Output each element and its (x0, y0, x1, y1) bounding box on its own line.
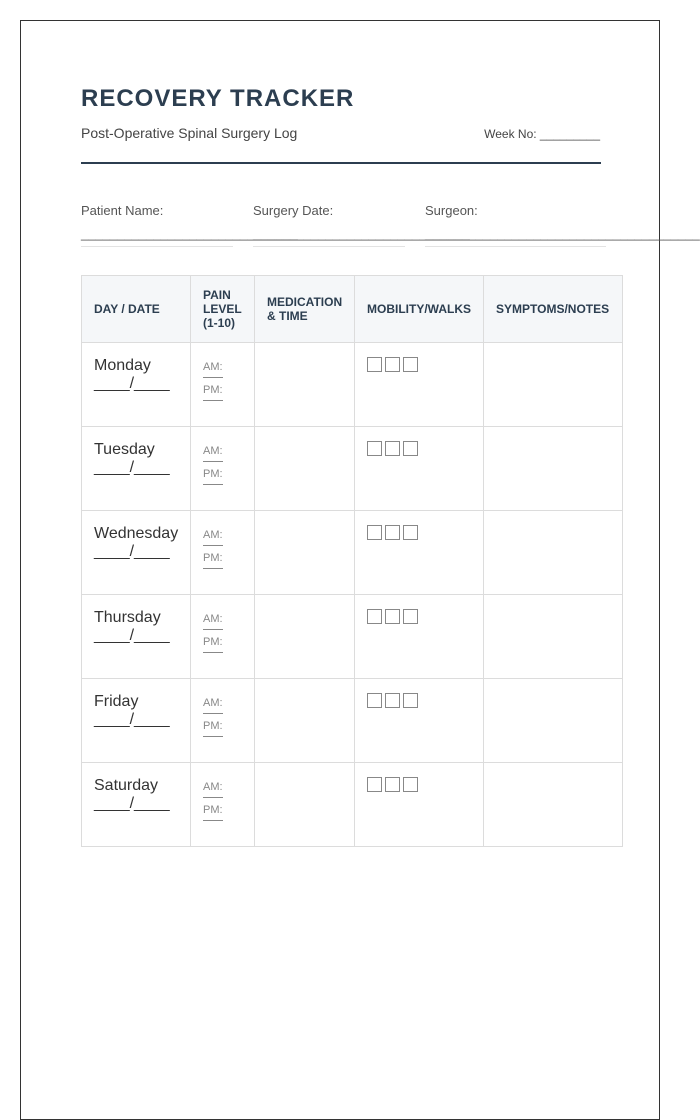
table-header-row (82, 276, 623, 343)
col-header-symptoms: SYMPTOMS/NOTES (484, 276, 623, 343)
date-blank[interactable]: ____/____ (94, 627, 170, 644)
mobility-cell (355, 763, 484, 847)
walk-checkbox[interactable] (367, 609, 382, 624)
symptoms-notes-cell[interactable] (484, 595, 623, 679)
am-pain-blank[interactable] (203, 625, 223, 630)
medication-cell[interactable] (255, 511, 355, 595)
am-pain-blank[interactable] (203, 373, 223, 378)
date-blank[interactable]: ____/____ (94, 375, 170, 392)
surgeon-blank[interactable]: ______________________________________ (425, 226, 700, 241)
am-label: AM: (203, 445, 223, 457)
pm-pain-blank[interactable] (203, 564, 223, 569)
day-date-cell[interactable] (82, 427, 191, 511)
week-number-field[interactable] (484, 127, 600, 141)
day-name: Thursday (94, 609, 161, 626)
am-label: AM: (203, 781, 223, 793)
walk-checkbox[interactable] (385, 777, 400, 792)
am-pain-blank[interactable] (203, 457, 223, 462)
pm-pain-blank[interactable] (203, 396, 223, 401)
walk-checkbox[interactable] (385, 441, 400, 456)
field-underline (253, 246, 405, 247)
mobility-cell (355, 343, 484, 427)
pm-label: PM: (203, 552, 223, 564)
field-underline (81, 246, 233, 247)
am-label: AM: (203, 361, 223, 373)
date-blank[interactable]: ____/____ (94, 459, 170, 476)
date-blank[interactable]: ____/____ (94, 543, 170, 560)
pain-level-cell[interactable] (191, 679, 255, 763)
walk-checkbox[interactable] (403, 525, 418, 540)
walk-checkbox[interactable] (403, 357, 418, 372)
pm-label: PM: (203, 384, 223, 396)
am-label: AM: (203, 697, 223, 709)
day-date-cell[interactable] (82, 511, 191, 595)
week-blank[interactable]: _________ (539, 127, 600, 141)
walk-checkbox[interactable] (367, 693, 382, 708)
pm-pain-blank[interactable] (203, 648, 223, 653)
col-header-day-date: DAY / DATE (82, 276, 191, 343)
date-blank[interactable]: ____/____ (94, 795, 170, 812)
day-date-cell[interactable] (82, 595, 191, 679)
recovery-log-table (81, 275, 623, 847)
walk-checkbox[interactable] (367, 441, 382, 456)
pm-pain-blank[interactable] (203, 480, 223, 485)
walk-checkbox[interactable] (385, 525, 400, 540)
day-name: Wednesday (94, 525, 179, 542)
medication-cell[interactable] (255, 427, 355, 511)
pm-pain-blank[interactable] (203, 816, 223, 821)
patient-name-label: Patient Name: (81, 203, 164, 218)
walk-checkbox[interactable] (403, 441, 418, 456)
walk-checkbox[interactable] (367, 777, 382, 792)
pm-pain-blank[interactable] (203, 732, 223, 737)
medication-cell[interactable] (255, 763, 355, 847)
day-date-cell[interactable] (82, 763, 191, 847)
week-label: Week No: (484, 127, 537, 141)
header-divider (81, 162, 601, 164)
pain-level-cell[interactable] (191, 763, 255, 847)
walk-checkbox[interactable] (385, 357, 400, 372)
pain-level-cell[interactable] (191, 595, 255, 679)
patient-name-blank[interactable]: ______________________________ (81, 226, 298, 241)
pm-label: PM: (203, 636, 223, 648)
table-row (82, 427, 623, 511)
page-subtitle: Post-Operative Spinal Surgery Log (81, 125, 298, 141)
medication-cell[interactable] (255, 595, 355, 679)
date-blank[interactable]: ____/____ (94, 711, 170, 728)
surgeon-field[interactable] (425, 203, 700, 247)
page-title: RECOVERY TRACKER (81, 85, 355, 112)
walk-checkbox[interactable] (367, 357, 382, 372)
symptoms-notes-cell[interactable] (484, 763, 623, 847)
table-row (82, 595, 623, 679)
medication-cell[interactable] (255, 679, 355, 763)
symptoms-notes-cell[interactable] (484, 343, 623, 427)
mobility-cell (355, 679, 484, 763)
table-row (82, 343, 623, 427)
day-date-cell[interactable] (82, 343, 191, 427)
symptoms-notes-cell[interactable] (484, 427, 623, 511)
field-underline (425, 246, 606, 247)
am-pain-blank[interactable] (203, 709, 223, 714)
col-header-pain-level: PAIN LEVEL (1-10) (191, 276, 255, 343)
pm-label: PM: (203, 468, 223, 480)
tracker-page (20, 20, 700, 1120)
table-row (82, 763, 623, 847)
day-name: Tuesday (94, 441, 155, 458)
day-name: Saturday (94, 777, 159, 794)
walk-checkbox[interactable] (403, 609, 418, 624)
day-name: Monday (94, 357, 151, 374)
surgery-date-label: Surgery Date: (253, 203, 334, 218)
day-date-cell[interactable] (82, 679, 191, 763)
pain-level-cell[interactable] (191, 427, 255, 511)
symptoms-notes-cell[interactable] (484, 511, 623, 595)
pain-level-cell[interactable] (191, 511, 255, 595)
am-pain-blank[interactable] (203, 541, 223, 546)
day-name: Friday (94, 693, 139, 710)
walk-checkbox[interactable] (385, 609, 400, 624)
col-header-medication: MEDICATION & TIME (255, 276, 355, 343)
am-pain-blank[interactable] (203, 793, 223, 798)
table-row (82, 511, 623, 595)
pm-label: PM: (203, 804, 223, 816)
am-label: AM: (203, 529, 223, 541)
pm-label: PM: (203, 720, 223, 732)
walk-checkbox[interactable] (367, 525, 382, 540)
surgery-date-blank[interactable]: ______________________________ (253, 226, 470, 241)
symptoms-notes-cell[interactable] (484, 679, 623, 763)
mobility-cell (355, 427, 484, 511)
medication-cell[interactable] (255, 343, 355, 427)
table-row (82, 679, 623, 763)
walk-checkbox[interactable] (403, 777, 418, 792)
surgeon-label: Surgeon: (425, 203, 478, 218)
am-label: AM: (203, 613, 223, 625)
walk-checkbox[interactable] (403, 693, 418, 708)
pain-level-cell[interactable] (191, 343, 255, 427)
col-header-mobility: MOBILITY/WALKS (355, 276, 484, 343)
walk-checkbox[interactable] (385, 693, 400, 708)
mobility-cell (355, 595, 484, 679)
mobility-cell (355, 511, 484, 595)
